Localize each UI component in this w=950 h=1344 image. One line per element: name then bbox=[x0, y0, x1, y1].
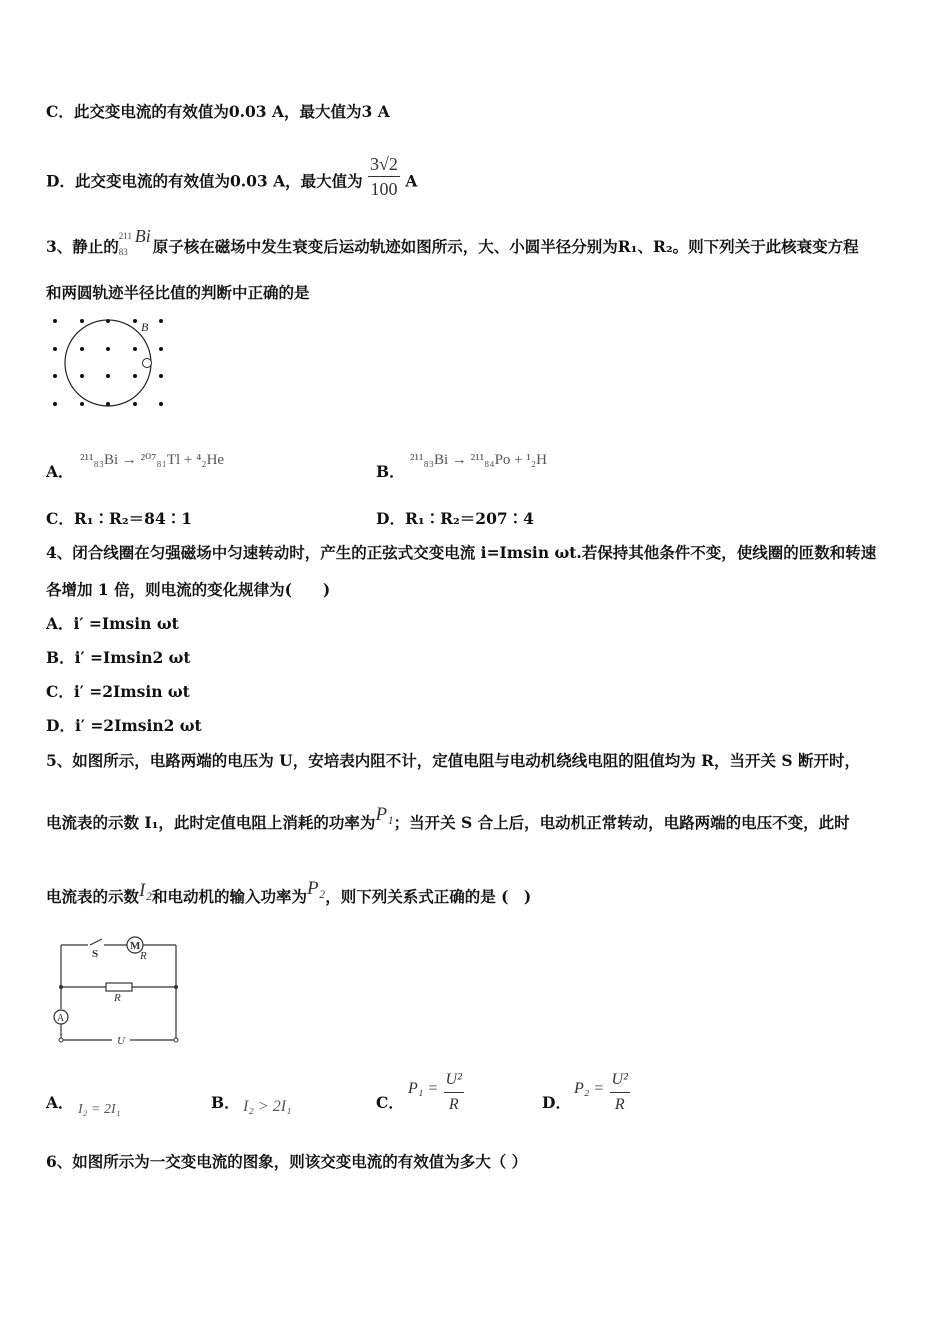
q5-stem-line2-b: ；当开关 S 合上后，电动机正常转动，电路两端的电压不变，此时 bbox=[393, 813, 850, 832]
nuclide-mass-number: 211 bbox=[118, 231, 132, 241]
q5-option-a-label: A． bbox=[46, 1093, 74, 1112]
large-orbit-circle bbox=[65, 320, 151, 406]
fraction-denominator: R bbox=[614, 1096, 625, 1113]
resistor-label: R bbox=[114, 992, 121, 1004]
q3-option-c: C．R₁∶R₂＝84∶1 bbox=[46, 509, 193, 528]
q5-option-d-label: D． bbox=[542, 1093, 571, 1112]
motor-label: M bbox=[130, 940, 141, 952]
q3-magnetic-field-figure bbox=[46, 312, 176, 412]
q4-stem-line1: 4、闭合线圈在匀强磁场中匀速转动时，产生的正弦式交变电流 i=Imsin ωt.若保持其他条件不变，使线圈的匝数和转速 bbox=[46, 543, 877, 562]
small-orbit-circle bbox=[143, 359, 152, 368]
equation-lhs: P₂ = bbox=[574, 1079, 605, 1097]
motor-resistance-label: R bbox=[140, 950, 147, 962]
q4-option-b: B．i′ =Imsin2 ωt bbox=[46, 648, 191, 667]
q5-stem-line2-a: 电流表的示数 I₁，此时定值电阻上消耗的功率为 bbox=[46, 813, 376, 832]
q3-stem-line2: 和两圆轨迹半径比值的判断中正确的是 bbox=[46, 283, 310, 302]
q5-symbol-p2: P₂ bbox=[306, 878, 326, 899]
q5-option-d-equation bbox=[574, 1070, 630, 1115]
equation-fraction bbox=[444, 1070, 464, 1115]
q3-stem-text: 原子核在磁场中发生衰变后运动轨迹如图所示，大、小圆半径分别为R₁、R₂。则下列关于此核衰变方程 bbox=[152, 237, 859, 256]
q4-option-a: A．i′ =Imsin ωt bbox=[46, 614, 179, 633]
fraction-denominator: R bbox=[448, 1096, 459, 1113]
ammeter-label: A bbox=[57, 1013, 65, 1024]
q5-stem-line1: 5、如图所示，电路两端的电压为 U，安培表内阻不计，定值电阻与电动机绕线电阻的阻值均为 R，当开关 S 断开时， bbox=[46, 751, 860, 770]
fraction-denominator: 100 bbox=[370, 179, 398, 199]
q5-option-a-equation: I₂ = 2I₁ bbox=[78, 1102, 121, 1117]
q3-stem-line1 bbox=[46, 226, 859, 257]
q3-option-a-label: A． bbox=[46, 462, 74, 481]
equation-fraction bbox=[610, 1070, 630, 1115]
q3-option-a-equation: ²¹¹₈₃Bi → ²⁰⁷₈₁Tl + ⁴₂He bbox=[80, 452, 225, 468]
fraction-numerator: U² bbox=[444, 1070, 464, 1093]
q5-stem-line2 bbox=[46, 804, 850, 833]
q3-number: 3、静止的 bbox=[46, 237, 119, 256]
q2-option-d bbox=[46, 154, 418, 205]
q2-option-d-unit: A bbox=[405, 171, 418, 191]
q5-stem-line3 bbox=[46, 878, 532, 907]
q2-option-d-text: D．此交变电流的有效值为0.03 A，最大值为 bbox=[46, 171, 363, 191]
q4-stem-line2: 各增加 1 倍，则电流的变化规律为( ) bbox=[46, 580, 331, 599]
q3-nuclide bbox=[118, 226, 153, 257]
q2-option-c: C．此交变电流的有效值为0.03 A，最大值为3 A bbox=[46, 102, 390, 121]
voltage-label: U bbox=[117, 1035, 125, 1047]
q3-option-b-label: B． bbox=[376, 462, 405, 481]
q5-stem-line3-c: ，则下列关系式正确的是 ( ) bbox=[325, 887, 532, 906]
q4-option-d: D．i′ =2Imsin2 ωt bbox=[46, 716, 202, 735]
q5-circuit-diagram bbox=[50, 930, 190, 1050]
q5-symbol-i2: I₂ bbox=[139, 880, 152, 901]
nuclide-symbol: Bi bbox=[134, 226, 151, 246]
q5-stem-line3-b: 和电动机的输入功率为 bbox=[151, 887, 307, 906]
q4-option-c: C．i′ =2Imsin ωt bbox=[46, 682, 190, 701]
q5-option-b-equation: I₂ > 2I₁ bbox=[243, 1098, 292, 1115]
fraction-numerator: U² bbox=[610, 1070, 630, 1093]
open-switch bbox=[90, 939, 102, 945]
q5-option-b-label: B． bbox=[211, 1093, 240, 1112]
switch-label: S bbox=[92, 948, 99, 960]
q3-option-d: D．R₁∶R₂＝207∶4 bbox=[376, 509, 534, 528]
q5-stem-line3-a: 电流表的示数 bbox=[46, 887, 140, 906]
q6-stem: 6、如图所示为一交变电流的图象，则该交变电流的有效值为多大（ ） bbox=[46, 1152, 528, 1171]
q3-option-b-equation: ²¹¹₈₃Bi → ²¹¹₈₄Po + ¹₂H bbox=[410, 452, 547, 468]
q5-symbol-p1: P₁ bbox=[375, 804, 394, 825]
fixed-resistor bbox=[106, 983, 132, 991]
fraction-numerator: 3√2 bbox=[368, 154, 400, 177]
q5-option-c-equation bbox=[408, 1070, 464, 1115]
q5-option-c-label: C． bbox=[376, 1093, 404, 1112]
field-label-b: B bbox=[141, 320, 149, 334]
q2-option-d-fraction bbox=[368, 154, 400, 199]
nuclide-charge-number: 83 bbox=[118, 247, 128, 257]
equation-lhs: P₁ = bbox=[408, 1079, 439, 1097]
